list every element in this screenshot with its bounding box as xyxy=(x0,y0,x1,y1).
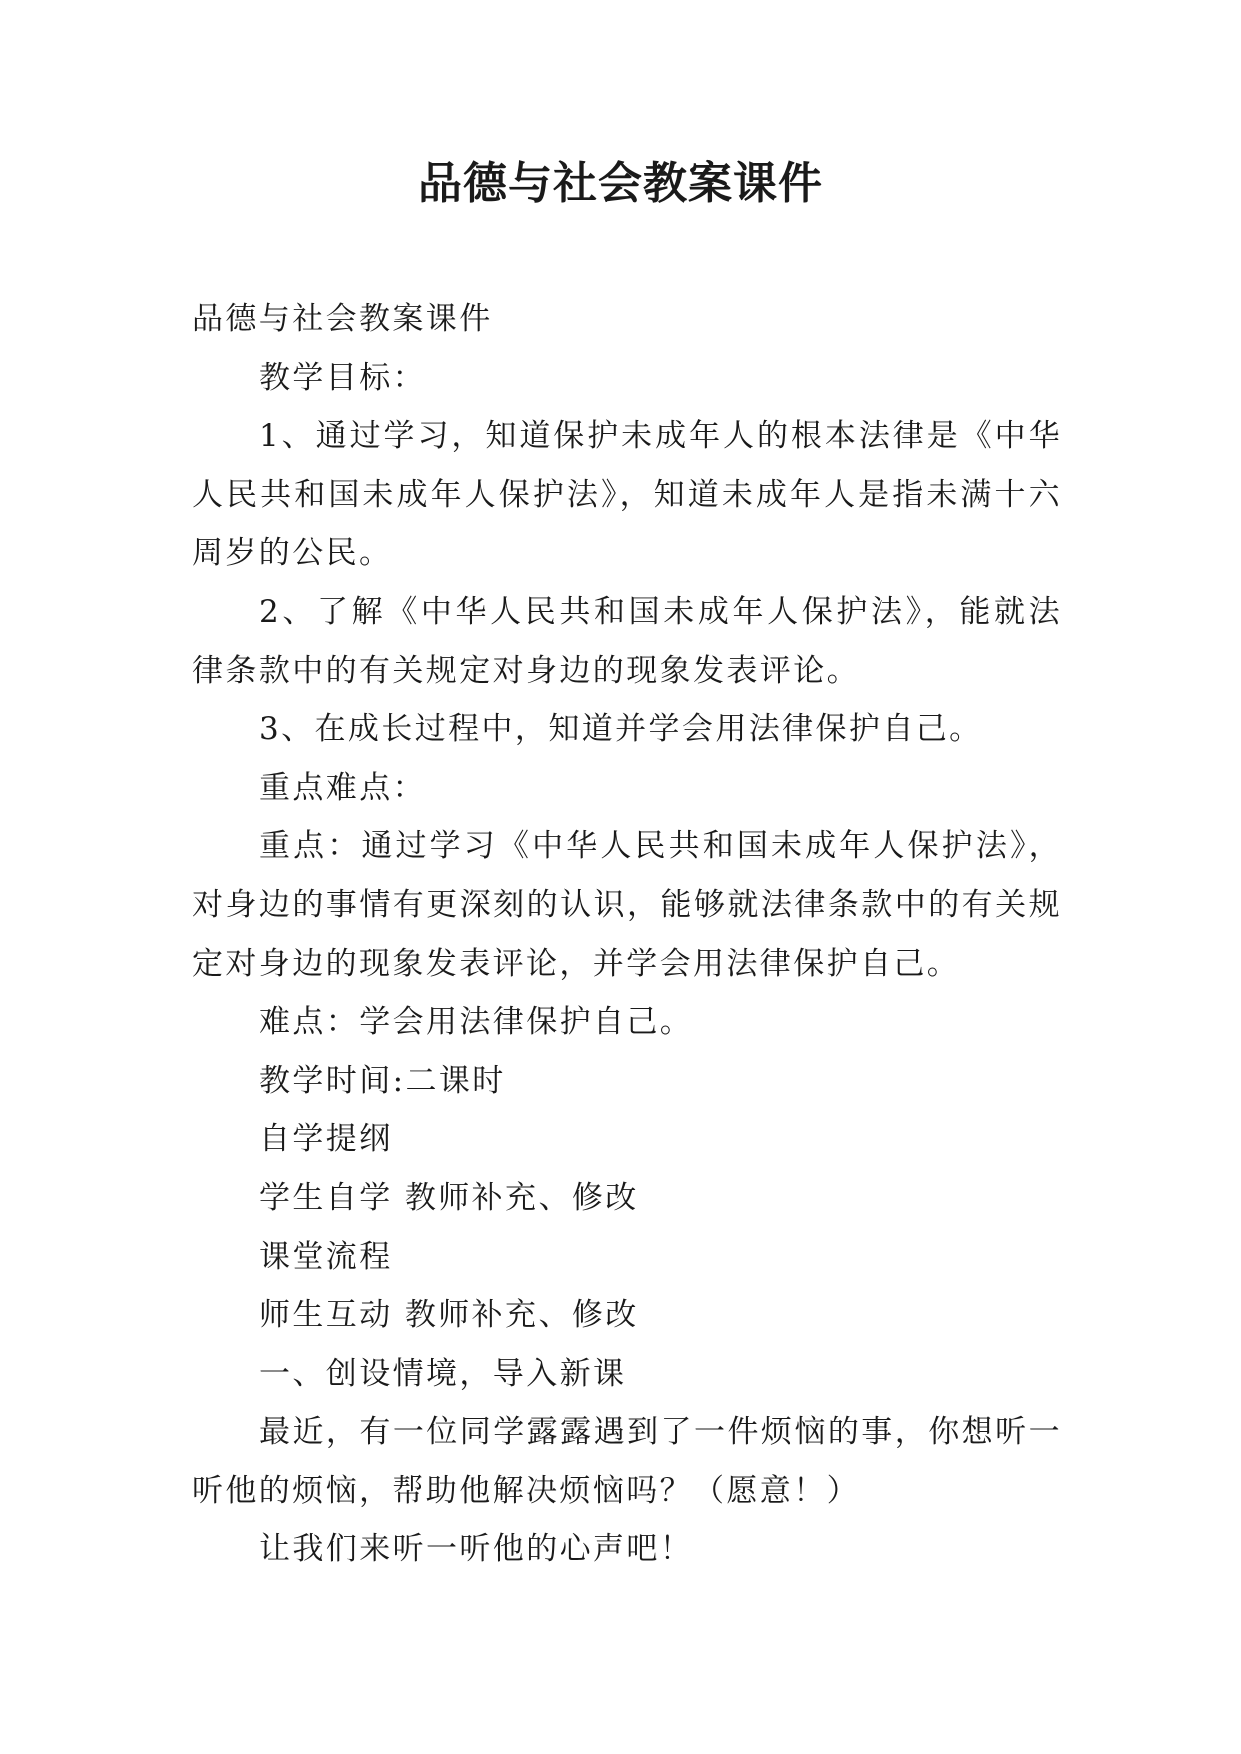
paragraph-key-point: 重点：通过学习《中华人民共和国未成年人保护法》，对身边的事情有更深刻的认识，能够就法律条款中的有关规定对身边的现象发表评论，并学会用法律保护自己。 xyxy=(192,828,1062,982)
paragraph-goal-3: 3、在成长过程中，知道并学会用法律保护自己。 xyxy=(259,711,983,748)
paragraph-goal-1: 1、通过学习，知道保护未成年人的根本法律是《中华人民共和国未成年人保护法》，知道未成年人是指未满十六周岁的公民。 xyxy=(192,418,1062,572)
paragraph-goal-2: 2、了解《中华人民共和国未成年人保护法》，能就法律条款中的有关规定对身边的现象发表评论。 xyxy=(192,593,1062,689)
paragraph-key-points-heading: 重点难点： xyxy=(259,769,426,806)
paragraph-scenario: 最近，有一位同学露露遇到了一件烦恼的事，你想听一听他的烦恼，帮助他解决烦恼吗？（愿意！） xyxy=(192,1414,1062,1509)
paragraph-subtitle: 品德与社会教案课件 xyxy=(192,301,493,337)
paragraph-class-flow: 课堂流程 xyxy=(259,1238,393,1275)
document-body xyxy=(192,290,1062,1579)
paragraph-listen: 让我们来听一听他的心声吧！ xyxy=(259,1531,694,1568)
paragraph-difficulty: 难点：学会用法律保护自己。 xyxy=(259,1004,694,1041)
document-title: 品德与社会教案课件 xyxy=(418,158,823,209)
paragraph-self-study-method: 学生自学 教师补充、修改 xyxy=(259,1179,639,1216)
paragraph-self-study-outline: 自学提纲 xyxy=(259,1121,393,1158)
paragraph-section-1-heading: 一、创设情境，导入新课 xyxy=(259,1355,627,1392)
paragraph-teaching-time: 教学时间:二课时 xyxy=(259,1062,506,1099)
paragraph-teaching-goals-heading: 教学目标： xyxy=(259,359,426,396)
paragraph-interaction-method: 师生互动 教师补充、修改 xyxy=(259,1297,639,1334)
